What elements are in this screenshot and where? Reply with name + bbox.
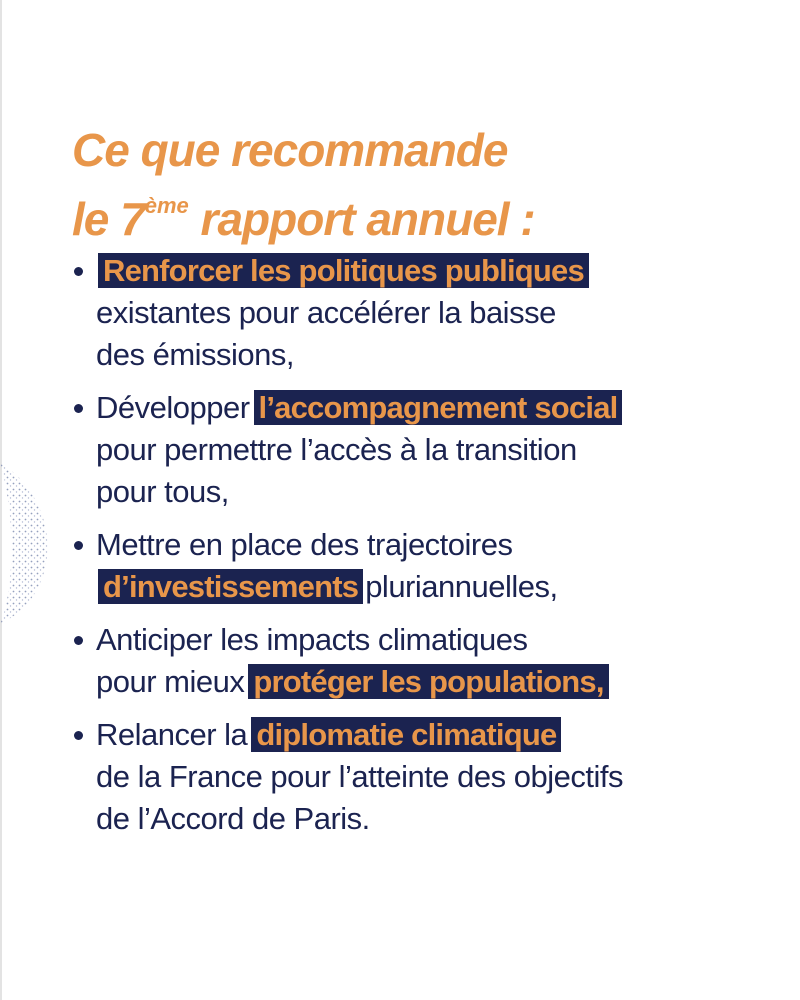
- item-line: [96, 250, 772, 292]
- recommendation-list: [72, 250, 772, 851]
- item-text: pour mieux: [96, 664, 245, 699]
- item-line: [96, 387, 772, 429]
- item-line: [96, 714, 772, 756]
- bullet-icon: [74, 731, 83, 740]
- highlighted-phrase: protéger les populations,: [248, 664, 608, 699]
- item-line: pour permettre l’accès à la transition: [96, 432, 577, 467]
- title-line-1: Ce que recommande: [72, 124, 508, 176]
- decorative-speckled-shape: [0, 452, 60, 632]
- highlighted-phrase: Renforcer les politiques publiques: [98, 253, 589, 288]
- item-line: [96, 566, 772, 608]
- list-item: [72, 714, 772, 840]
- list-item: [72, 250, 772, 376]
- bullet-icon: [74, 636, 83, 645]
- item-line: de la France pour l’atteinte des objectifs: [96, 759, 623, 794]
- title-line-2: [72, 178, 535, 247]
- title-prefix: le 7: [72, 193, 145, 245]
- bullet-icon: [74, 541, 83, 550]
- item-line: Anticiper les impacts climatiques: [96, 622, 528, 657]
- item-text: Développer: [96, 390, 250, 425]
- item-line: pour tous,: [96, 474, 229, 509]
- highlighted-phrase: diplomatie climatique: [251, 717, 561, 752]
- item-line: des émissions,: [96, 337, 295, 372]
- list-item: [72, 619, 772, 703]
- item-line: de l’Accord de Paris.: [96, 801, 370, 836]
- bullet-icon: [74, 404, 83, 413]
- highlighted-phrase: d’investissements: [98, 569, 363, 604]
- title-suffix: rapport annuel :: [188, 193, 535, 245]
- item-line: existantes pour accélérer la baisse: [96, 295, 556, 330]
- item-text: Relancer la: [96, 717, 248, 752]
- list-item: [72, 387, 772, 513]
- list-item: [72, 524, 772, 608]
- page-title: [72, 122, 535, 247]
- item-text: pluriannuelles,: [365, 569, 558, 604]
- title-superscript: ème: [144, 193, 189, 218]
- item-line: Mettre en place des trajectoires: [96, 527, 513, 562]
- highlighted-phrase: l’accompagnement social: [254, 390, 623, 425]
- bullet-icon: [74, 267, 83, 276]
- item-line: [96, 661, 772, 703]
